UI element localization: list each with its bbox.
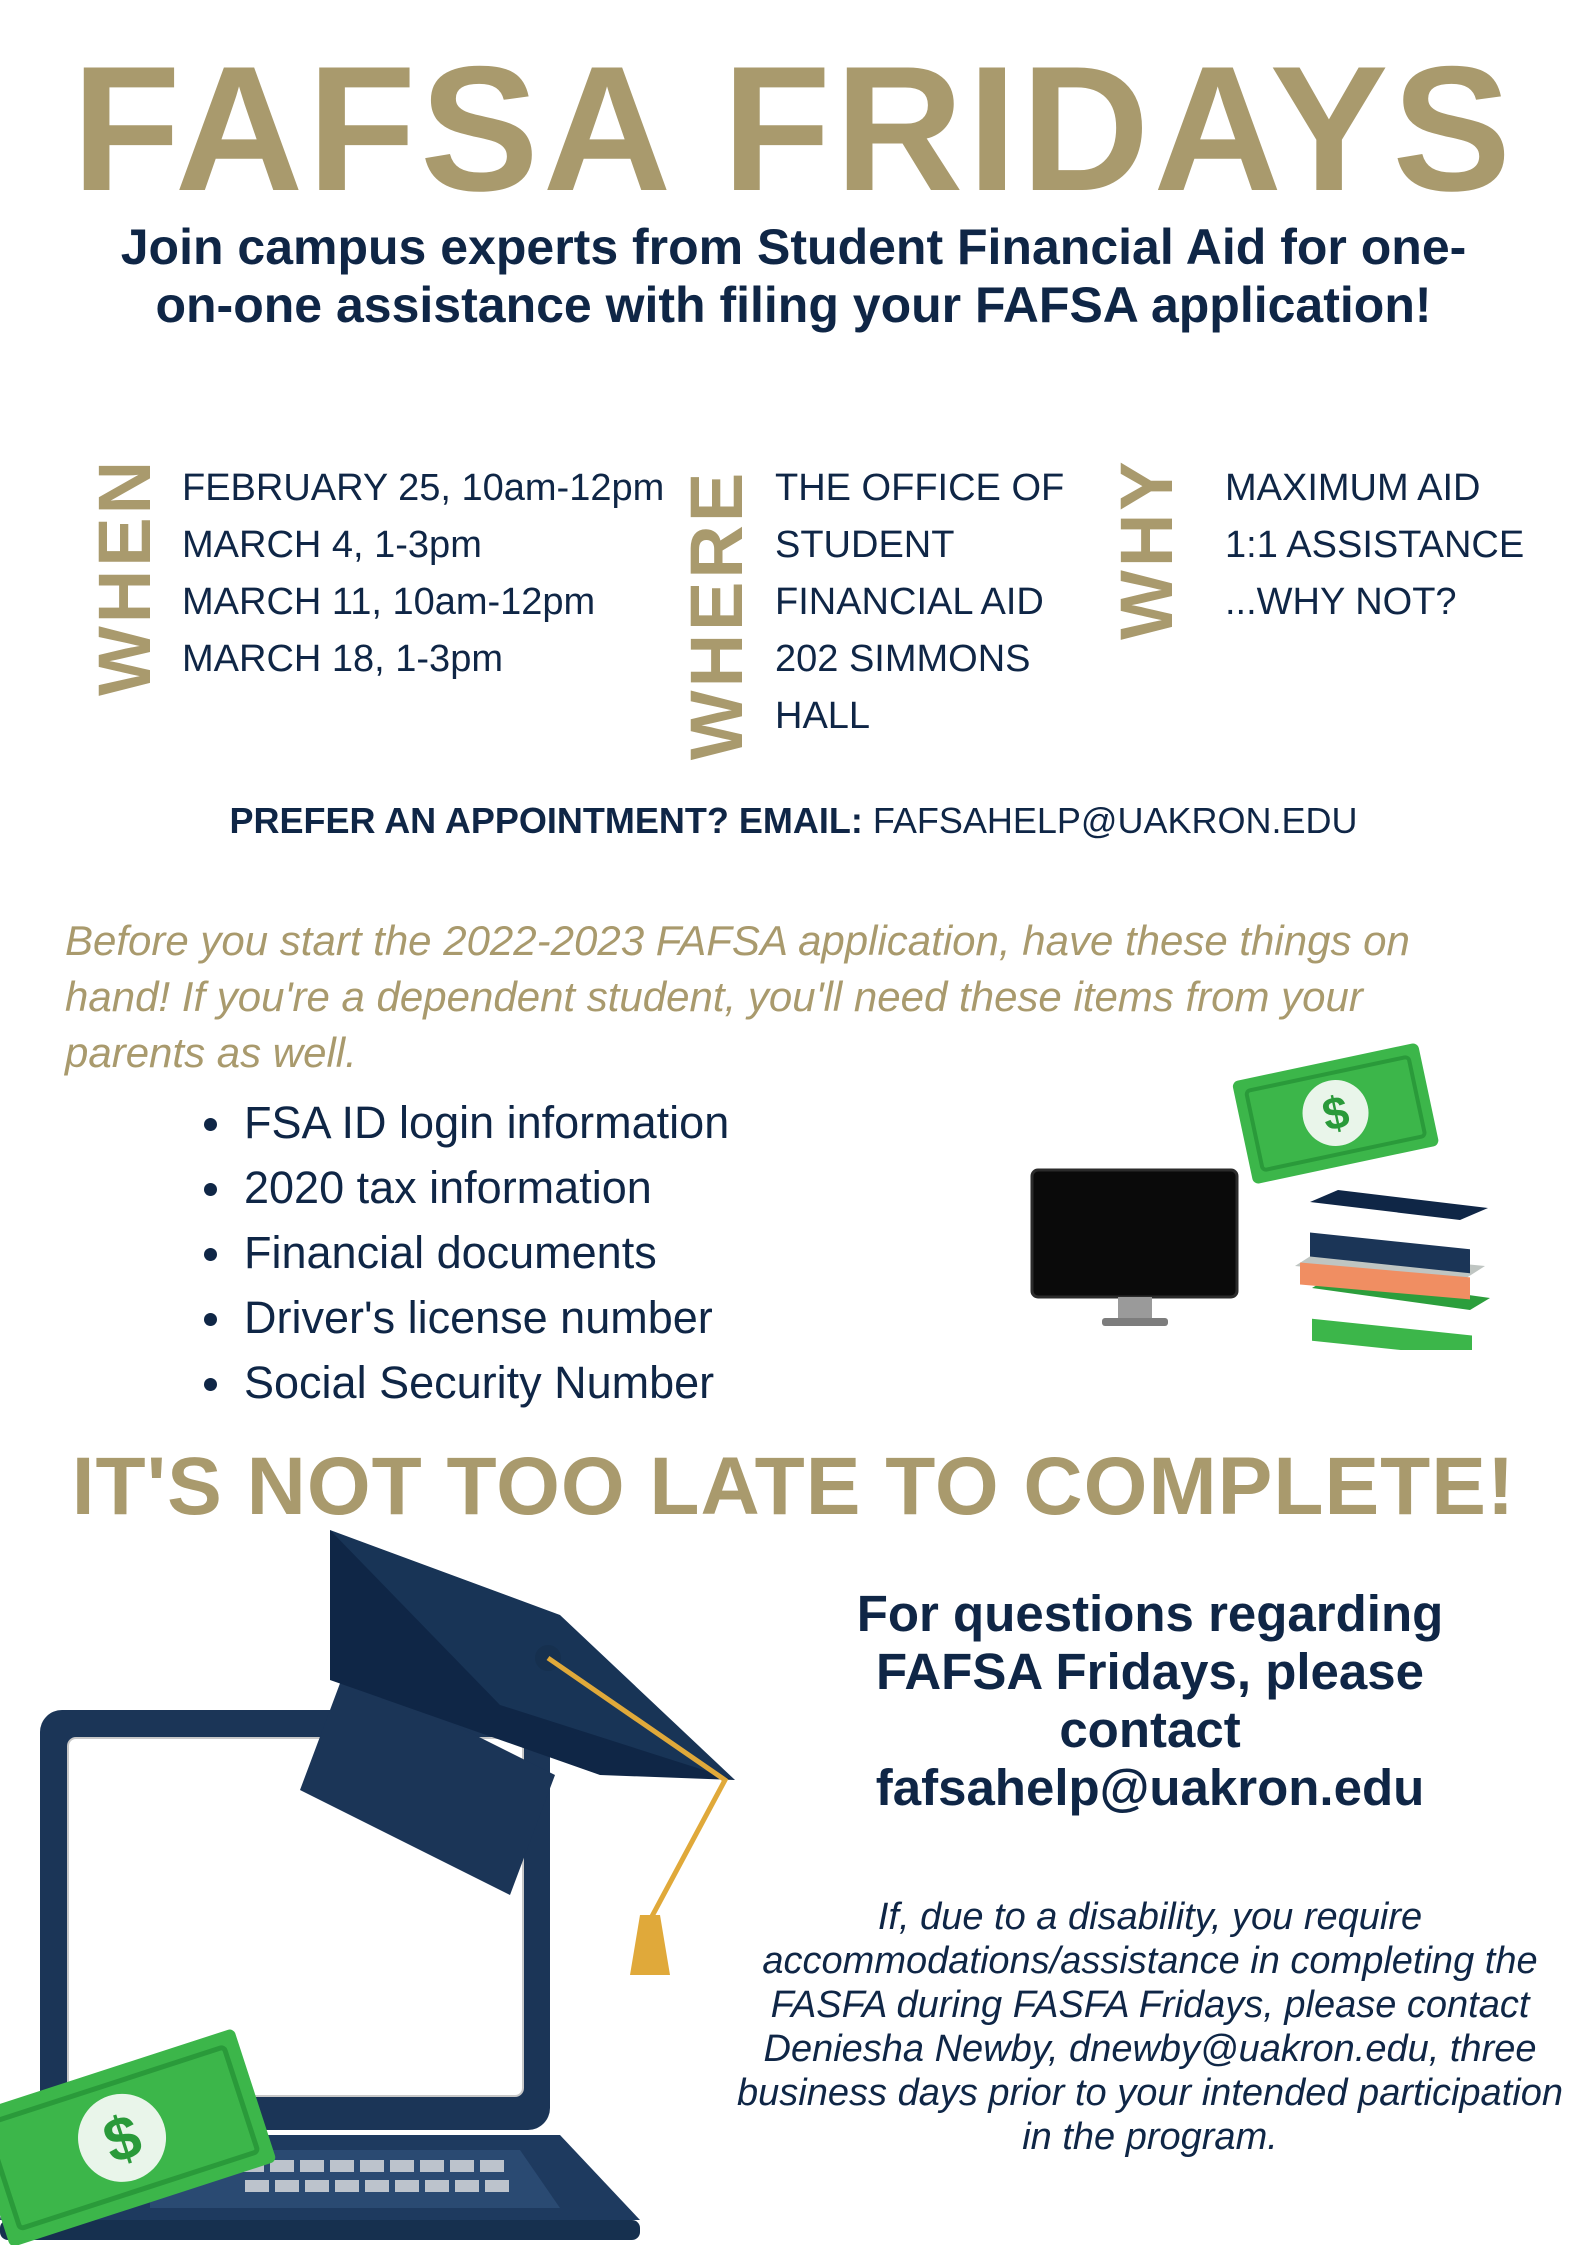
when-list <box>182 460 664 688</box>
where-item: STUDENT <box>775 524 955 566</box>
list-item: FSA ID login information <box>200 1090 729 1155</box>
where-list <box>775 460 1064 745</box>
why-item: ...WHY NOT? <box>1225 581 1457 623</box>
when-item: MARCH 4, 1-3pm <box>182 524 482 566</box>
page-title: FAFSA FRIDAYS <box>71 29 1516 228</box>
why-item: 1:1 ASSISTANCE <box>1225 524 1525 566</box>
why-list <box>1225 460 1524 631</box>
headline: IT'S NOT TOO LATE TO COMPLETE! <box>71 1441 1516 1532</box>
computer-books-money-illustration <box>1020 1020 1520 1350</box>
list-item: Driver's license number <box>200 1285 729 1350</box>
svg-text:$: $ <box>1317 1084 1354 1142</box>
disability-accommodation-note: If, due to a disability, you require accommodations/assistance in completing the FASFA during FASFA Fridays, please contact Deniesha Newby, dnewby@uakron.edu, three business days prior to your intended participation in the program. <box>737 1896 1563 2158</box>
where-item: THE OFFICE OF <box>775 467 1065 509</box>
when-item: MARCH 11, 10am-12pm <box>182 581 596 623</box>
svg-text:$: $ <box>95 2101 150 2178</box>
where-item: 202 SIMMONS <box>775 638 1031 680</box>
list-item: Social Security Number <box>200 1350 729 1415</box>
appointment-email-link[interactable]: FAFSAHELP@UAKRON.EDU <box>872 800 1358 841</box>
money-bill-icon <box>1232 1042 1440 1184</box>
laptop-graduation-illustration <box>0 1520 760 2245</box>
list-item: 2020 tax information <box>200 1155 729 1220</box>
where-item: HALL <box>775 695 871 737</box>
appointment-label: PREFER AN APPOINTMENT? EMAIL: <box>229 800 863 841</box>
questions-contact: For questions regarding FAFSA Fridays, please contact fafsahelp@uakron.edu <box>856 1585 1444 1816</box>
when-item: MARCH 18, 1-3pm <box>182 638 503 680</box>
subtitle: Join campus experts from Student Financial Aid for one-on-one assistance with filing your FAFSA application! <box>120 219 1467 333</box>
list-item: Financial documents <box>200 1220 729 1285</box>
why-label: WHY <box>1105 458 1188 640</box>
when-label: WHEN <box>83 457 166 697</box>
where-item: FINANCIAL AID <box>775 581 1044 623</box>
checklist <box>200 1090 729 1415</box>
why-item: MAXIMUM AID <box>1225 467 1481 509</box>
appointment-line <box>0 800 1587 842</box>
intro-text: Before you start the 2022-2023 FAFSA application, have these things on hand! If you're a dependent student, you'll need these items from your parents as well. <box>65 917 1410 1076</box>
where-label: WHERE <box>675 469 758 761</box>
monitor-icon <box>1032 1170 1237 1326</box>
books-icon <box>1295 1190 1490 1350</box>
when-item: FEBRUARY 25, 10am-12pm <box>182 467 665 509</box>
